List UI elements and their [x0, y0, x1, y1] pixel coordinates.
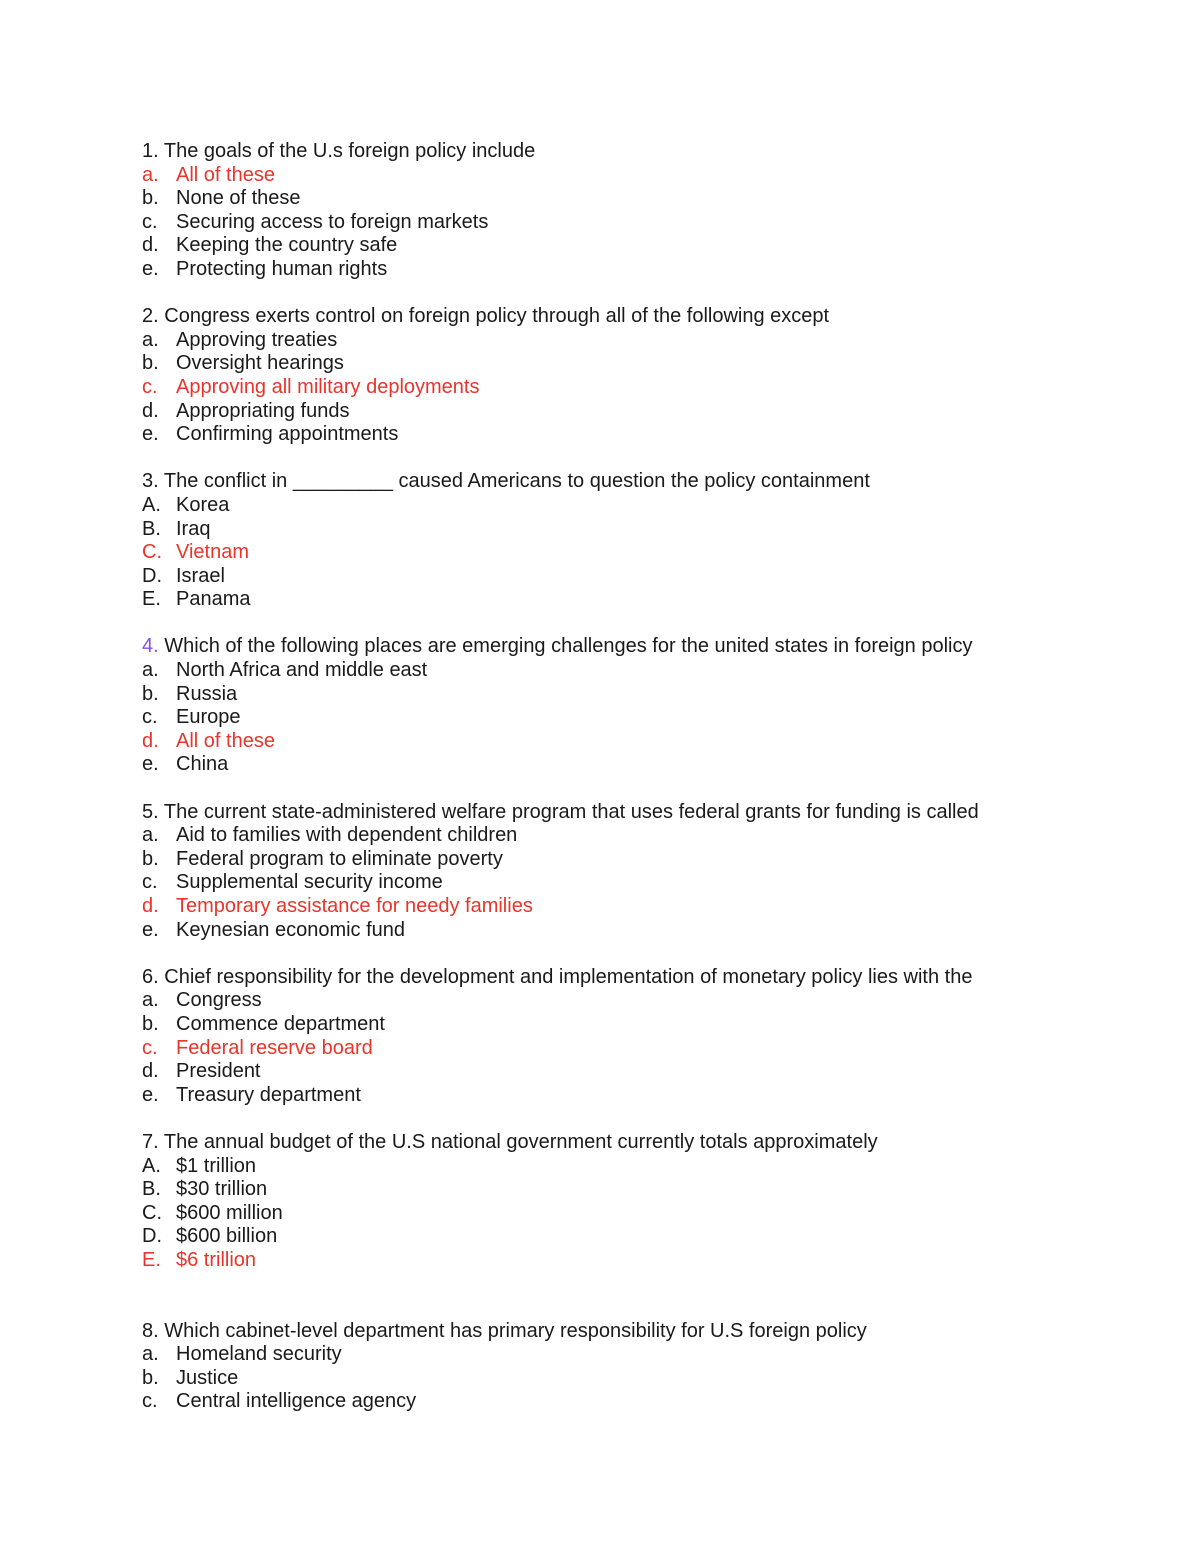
question-text: The current state-administered welfare program that uses federal grants for funding is called [163, 800, 979, 823]
option-text: Aid to families with dependent children [176, 824, 518, 847]
option-letter: c. [142, 210, 158, 233]
question-5 [142, 801, 1142, 943]
option-2b [142, 352, 1142, 376]
option-letter: b. [142, 682, 159, 705]
option-8c [142, 1390, 1142, 1414]
question-2 [142, 305, 1142, 447]
option-3d [142, 565, 1142, 589]
option-1a [142, 164, 1142, 188]
option-letter: c. [142, 1390, 158, 1413]
question-text: Which cabinet-level department has primary responsibility for U.S foreign policy [164, 1319, 867, 1342]
option-text: Supplemental security income [176, 871, 443, 894]
option-2c [142, 376, 1142, 400]
spacer [142, 777, 1142, 801]
option-text: Confirming appointments [176, 423, 399, 446]
option-5b [142, 848, 1142, 872]
question-number: 6. [142, 965, 159, 988]
option-5a [142, 824, 1142, 848]
spacer [142, 282, 1142, 306]
spacer [142, 1273, 1142, 1320]
option-letter: a. [142, 989, 159, 1012]
option-1b [142, 187, 1142, 211]
option-3c [142, 541, 1142, 565]
option-letter: C. [142, 541, 162, 564]
option-text: Vietnam [176, 541, 250, 564]
option-text: Appropriating funds [176, 399, 350, 422]
option-letter: C. [142, 1201, 162, 1224]
option-text: Keynesian economic fund [176, 918, 406, 941]
option-text: Panama [176, 588, 251, 611]
option-letter: a. [142, 328, 159, 351]
option-text: Federal reserve board [176, 1036, 373, 1059]
option-text: All of these [176, 163, 275, 186]
option-letter: B. [142, 517, 161, 540]
option-2a [142, 329, 1142, 353]
option-text: Justice [176, 1366, 239, 1389]
question-1-stem [142, 140, 1142, 164]
option-text: Homeland security [176, 1343, 342, 1366]
option-text: Congress [176, 989, 262, 1012]
option-letter: d. [142, 399, 159, 422]
option-letter: B. [142, 1178, 161, 1201]
quiz-page [142, 140, 1142, 1414]
spacer [142, 612, 1142, 636]
option-6a [142, 989, 1142, 1013]
option-text: $6 trillion [176, 1248, 257, 1271]
option-letter: b. [142, 187, 159, 210]
option-2d [142, 400, 1142, 424]
option-4e [142, 753, 1142, 777]
spacer [142, 447, 1142, 471]
option-letter: e. [142, 753, 159, 776]
option-letter: a. [142, 163, 159, 186]
option-text: Protecting human rights [176, 257, 388, 280]
option-letter: a. [142, 824, 159, 847]
option-4a [142, 659, 1142, 683]
option-letter: a. [142, 1343, 159, 1366]
option-1c [142, 211, 1142, 235]
option-letter: E. [142, 588, 161, 611]
option-text: Keeping the country safe [176, 234, 398, 257]
option-text: None of these [176, 187, 301, 210]
option-text: Israel [176, 564, 225, 587]
option-7d [142, 1225, 1142, 1249]
option-3e [142, 588, 1142, 612]
option-letter: c. [142, 1036, 158, 1059]
option-letter: e. [142, 918, 159, 941]
question-6-stem [142, 966, 1142, 990]
option-letter: e. [142, 1083, 159, 1106]
option-text: Treasury department [176, 1083, 361, 1106]
option-1d [142, 234, 1142, 258]
option-letter: e. [142, 257, 159, 280]
option-text: President [176, 1060, 261, 1083]
option-text: Oversight hearings [176, 352, 344, 375]
option-text: All of these [176, 729, 275, 752]
option-text: Europe [176, 706, 241, 729]
option-letter: e. [142, 423, 159, 446]
option-7a [142, 1155, 1142, 1179]
option-text: $1 trillion [176, 1154, 257, 1177]
spacer [142, 942, 1142, 966]
option-text: Commence department [176, 1012, 385, 1035]
option-text: Federal program to eliminate poverty [176, 847, 503, 870]
question-number: 8. [142, 1319, 159, 1342]
question-3 [142, 470, 1142, 612]
option-text: Approving all military deployments [176, 375, 480, 398]
option-letter: d. [142, 895, 159, 917]
question-1 [142, 140, 1142, 282]
option-text: $600 billion [176, 1225, 278, 1248]
option-letter: c. [142, 706, 158, 729]
option-6c [142, 1037, 1142, 1061]
option-text: $30 trillion [176, 1178, 268, 1201]
option-8b [142, 1367, 1142, 1391]
option-text: Korea [176, 493, 230, 516]
question-text: Congress exerts control on foreign policy through all of the following except [164, 305, 830, 328]
option-5d [142, 895, 1142, 919]
option-letter: c. [142, 871, 158, 894]
question-8-stem [142, 1320, 1142, 1344]
question-2-stem [142, 305, 1142, 329]
option-5e [142, 919, 1142, 943]
option-5c [142, 871, 1142, 895]
question-text: The annual budget of the U.S national government currently totals approximately [163, 1130, 878, 1153]
question-4 [142, 635, 1142, 777]
option-letter: b. [142, 1366, 159, 1389]
question-text: The goals of the U.s foreign policy include [163, 140, 536, 162]
option-text: Securing access to foreign markets [176, 210, 489, 233]
option-letter: b. [142, 1012, 159, 1035]
option-letter: a. [142, 659, 159, 682]
question-3-stem [142, 470, 1142, 494]
option-letter: c. [142, 375, 158, 398]
option-4c [142, 706, 1142, 730]
option-letter: D. [142, 564, 162, 587]
option-2e [142, 423, 1142, 447]
question-5-stem [142, 801, 1142, 825]
option-3a [142, 494, 1142, 518]
option-letter: d. [142, 234, 159, 257]
spacer [142, 1107, 1142, 1131]
option-letter: b. [142, 847, 159, 870]
option-4d [142, 730, 1142, 754]
question-7 [142, 1131, 1142, 1273]
option-letter: d. [142, 1060, 159, 1083]
option-text: Central intelligence agency [176, 1390, 417, 1413]
option-3b [142, 518, 1142, 542]
option-letter: A. [142, 1154, 161, 1177]
option-letter: d. [142, 729, 159, 752]
option-text: $600 million [176, 1201, 283, 1224]
option-text: Russia [176, 682, 238, 705]
option-6b [142, 1013, 1142, 1037]
question-text: Which of the following places are emerging challenges for the united states in foreign policy [164, 635, 973, 658]
question-text: Chief responsibility for the development and implementation of monetary policy lies with the [164, 965, 973, 988]
question-number: 7. [142, 1130, 159, 1153]
option-6d [142, 1060, 1142, 1084]
question-number: 5. [142, 800, 159, 823]
option-text: Temporary assistance for needy families [176, 895, 533, 917]
question-number: 4. [142, 635, 159, 658]
question-number: 2. [142, 305, 159, 328]
option-1e [142, 258, 1142, 282]
question-7-stem [142, 1131, 1142, 1155]
question-number: 1. [142, 140, 159, 162]
question-4-stem [142, 635, 1142, 659]
option-letter: A. [142, 493, 161, 516]
option-text: North Africa and middle east [176, 659, 428, 682]
question-8 [142, 1320, 1142, 1414]
option-8a [142, 1343, 1142, 1367]
option-text: Approving treaties [176, 328, 338, 351]
option-letter: b. [142, 352, 159, 375]
option-4b [142, 683, 1142, 707]
option-7b [142, 1178, 1142, 1202]
option-6e [142, 1084, 1142, 1108]
option-text: China [176, 753, 229, 776]
option-letter: D. [142, 1225, 162, 1248]
question-number: 3. [142, 470, 159, 493]
option-7e [142, 1249, 1142, 1273]
option-7c [142, 1202, 1142, 1226]
question-6 [142, 966, 1142, 1108]
option-letter: E. [142, 1248, 161, 1271]
option-text: Iraq [176, 517, 211, 540]
question-text: The conflict in _________ caused Americans to question the policy containment [163, 470, 870, 493]
